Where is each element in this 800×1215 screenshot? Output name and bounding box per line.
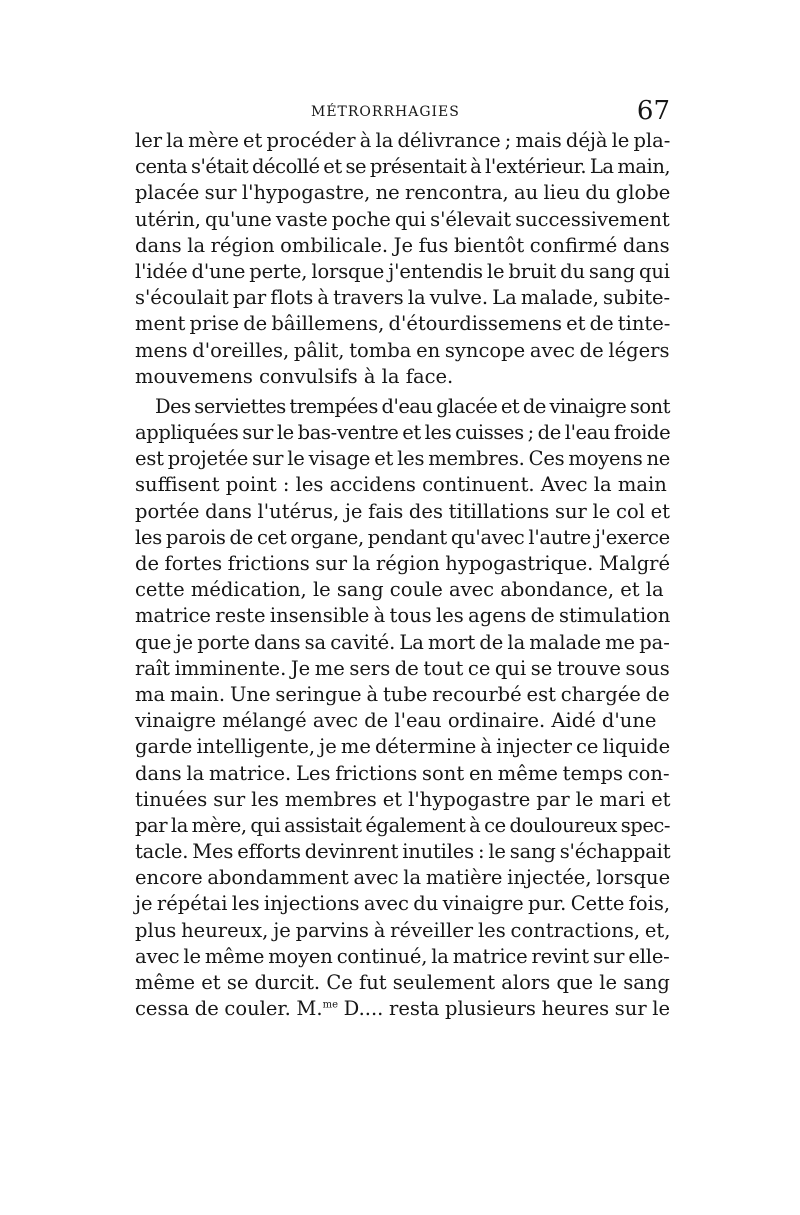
- text-line: placée sur l'hypogastre, ne rencontra, au lieu du globe: [135, 181, 671, 205]
- text-segment: D.... resta plusieurs heures sur le: [338, 997, 671, 1021]
- text-line: utérin, qu'une vaste poche qui s'élevait successivement: [135, 207, 670, 231]
- text-line: dans la région ombilicale. Je fus bientôt confirmé dans: [135, 233, 670, 257]
- superscript: me: [322, 999, 338, 1011]
- text-line: ler la mère et procéder à la délivrance ; mais déjà le pla-: [135, 129, 671, 152]
- text-line: dans la matrice. Les frictions sont en même temps con-: [135, 761, 670, 785]
- text-line: matrice reste insensible à tous les agens de stimulation: [135, 604, 671, 628]
- text-line: ment prise de bâillemens, d'étourdissemens et de tinte-: [135, 312, 671, 336]
- text-line: mens d'oreilles, pâlit, tomba en syncope avec de légers: [135, 338, 670, 362]
- text-line: par la mère, qui assistait également à ce douloureux spec-: [135, 813, 671, 837]
- text-line: tinuées sur les membres et l'hypogastre par le mari et: [135, 787, 671, 811]
- page-header: [135, 98, 670, 128]
- running-head: MÉTRORRHAGIES: [311, 104, 460, 120]
- text-line: garde intelligente, je me détermine à injecter ce liquide: [135, 735, 671, 759]
- text-line: vinaigre mélangé avec de l'eau ordinaire. Aidé d'une: [135, 709, 657, 733]
- text-line: même et se durcit. Ce fut seulement alors que le sang: [135, 971, 670, 994]
- text-line: avec le même moyen continué, la matrice revint sur elle-: [135, 944, 670, 968]
- paragraph-1: [135, 128, 670, 390]
- text-line: raît imminente. Je me sers de tout ce qui se trouve sous: [135, 656, 670, 680]
- body-text: [135, 128, 670, 1022]
- text-line: centa s'était décollé et se présentait à l'extérieur. La main,: [135, 155, 671, 179]
- text-line-last: [135, 996, 670, 1022]
- text-line: de fortes frictions sur la région hypogastrique. Malgré: [135, 552, 671, 575]
- text-line: suffisent point : les accidens continuent. Avec la main: [135, 473, 667, 497]
- text-line: est projetée sur le visage et les membres. Ces moyens ne: [135, 447, 671, 471]
- text-line: s'écoulait par flots à travers la vulve. La malade, subite-: [135, 286, 671, 310]
- text-line: mouvemens convulsifs à la face.: [135, 364, 454, 388]
- text-line: plus heureux, je parvins à réveiller les contractions, et,: [135, 918, 671, 942]
- text-line: ma main. Une seringue à tube recourbé est chargée de: [135, 682, 670, 706]
- page-number: 67: [636, 96, 670, 126]
- text-line: portée dans l'utérus, je fais des titillations sur le col et: [135, 499, 671, 523]
- text-line: l'idée d'une perte, lorsque j'entendis le bruit du sang qui: [135, 259, 670, 283]
- text-line: cette médication, le sang coule avec abondance, et la: [135, 578, 664, 602]
- text-line: encore abondamment avec la matière injectée, lorsque: [135, 866, 671, 890]
- text-segment: cessa de couler. M.: [135, 997, 323, 1021]
- text-line: tacle. Mes efforts devinrent inutiles : le sang s'échappait: [135, 840, 671, 864]
- text-line: que je porte dans sa cavité. La mort de la malade me pa-: [135, 630, 670, 654]
- text-line: appliquées sur le bas-ventre et les cuisses ; de l'eau froide: [135, 421, 671, 445]
- paragraph-2: [135, 394, 670, 1023]
- text-line: les parois de cet organe, pendant qu'avec l'autre j'exerce: [135, 525, 670, 549]
- text-line: Des serviettes trempées d'eau glacée et de vinaigre sont: [155, 394, 670, 418]
- text-line: je répétai les injections avec du vinaigre pur. Cette fois,: [135, 892, 671, 916]
